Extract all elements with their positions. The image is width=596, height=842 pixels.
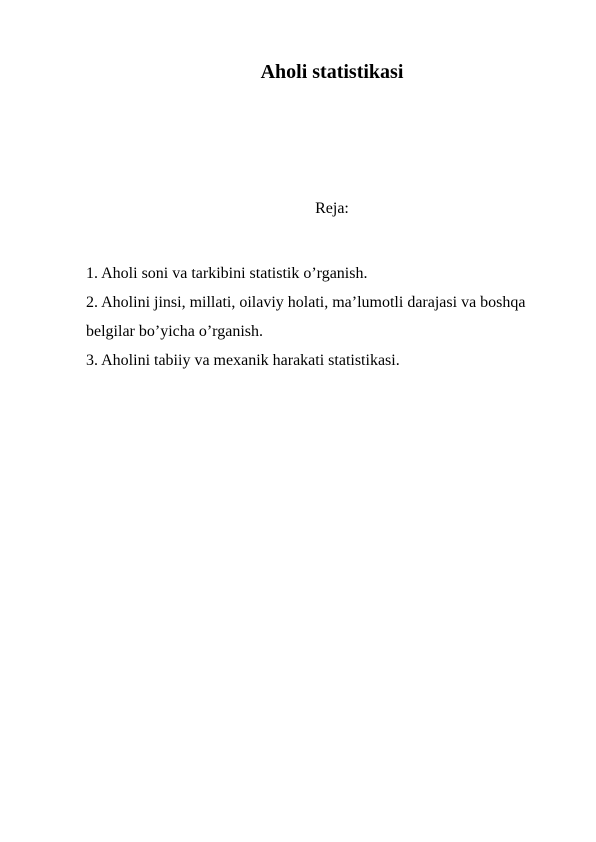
- plan-item-2: 2. Aholini jinsi, millati, oilaviy holati, ma’lumotli darajasi va boshqa belgilar bo’yicha o’rganish.: [86, 294, 526, 340]
- plan-heading: Reja:: [315, 200, 349, 217]
- plan-list: [86, 259, 546, 375]
- plan-item-3: 3. Aholini tabiiy va mexanik harakati statistikasi.: [86, 352, 400, 369]
- plan-item-1: 1. Aholi soni va tarkibini statistik o’rganish.: [86, 265, 368, 282]
- document-title: Aholi statistikasi: [260, 61, 404, 83]
